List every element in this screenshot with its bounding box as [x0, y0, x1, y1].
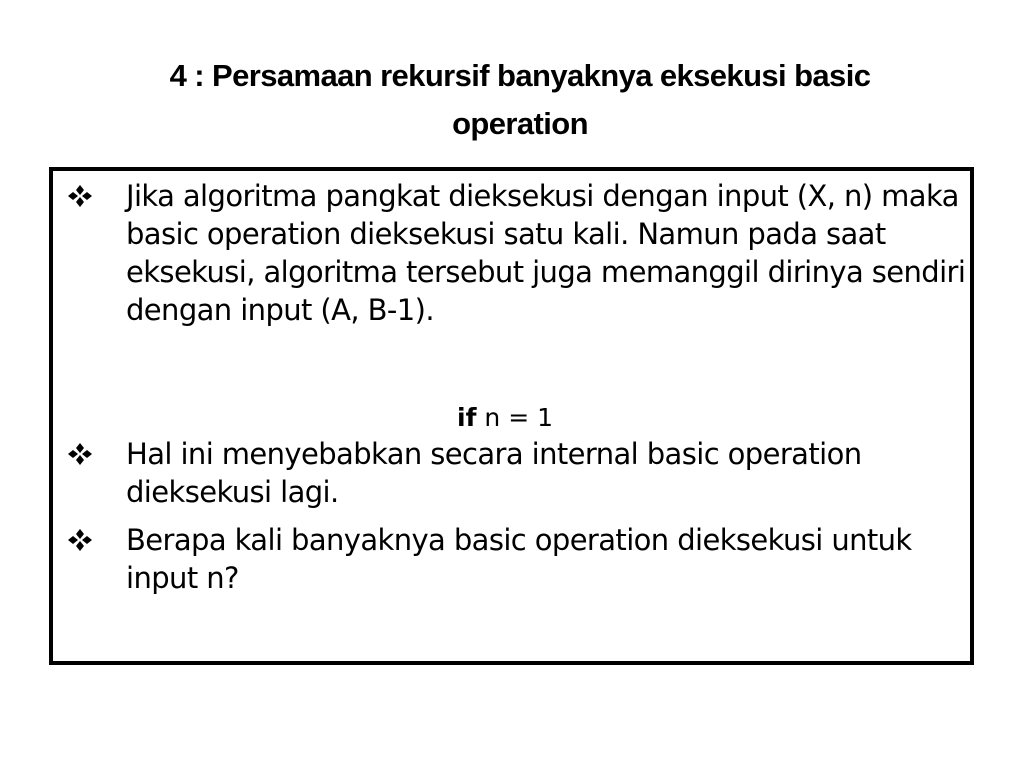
formula-keyword: if — [457, 403, 477, 432]
bullet-text-3: Berapa kali banyaknya basic operation dieksekusi untuk input n? — [126, 523, 912, 595]
bullet-item-2 — [66, 435, 966, 511]
slide-title: 4 : Persamaan rekursif banyaknya eksekusi basic operation — [169, 58, 871, 141]
diamond-bullet-icon — [66, 184, 94, 208]
diamond-bullet-icon — [66, 442, 94, 466]
bullet-item-3 — [66, 521, 966, 597]
bullet-item-1 — [66, 177, 966, 329]
bullet-text-1: Jika algoritma pangkat dieksekusi dengan input (X, n) maka basic operation dieksekusi satu kali. Namun pada saat eksekusi, algoritma tersebut juga memanggil dirinya sendiri dengan input (A, B-1). — [126, 179, 966, 327]
formula-condition: n = 1 — [484, 403, 553, 432]
diamond-bullet-icon — [66, 528, 94, 552]
content-box — [49, 167, 974, 665]
formula-line — [457, 403, 553, 433]
bullet-text-2: Hal ini menyebabkan secara internal basic operation dieksekusi lagi. — [126, 437, 862, 509]
